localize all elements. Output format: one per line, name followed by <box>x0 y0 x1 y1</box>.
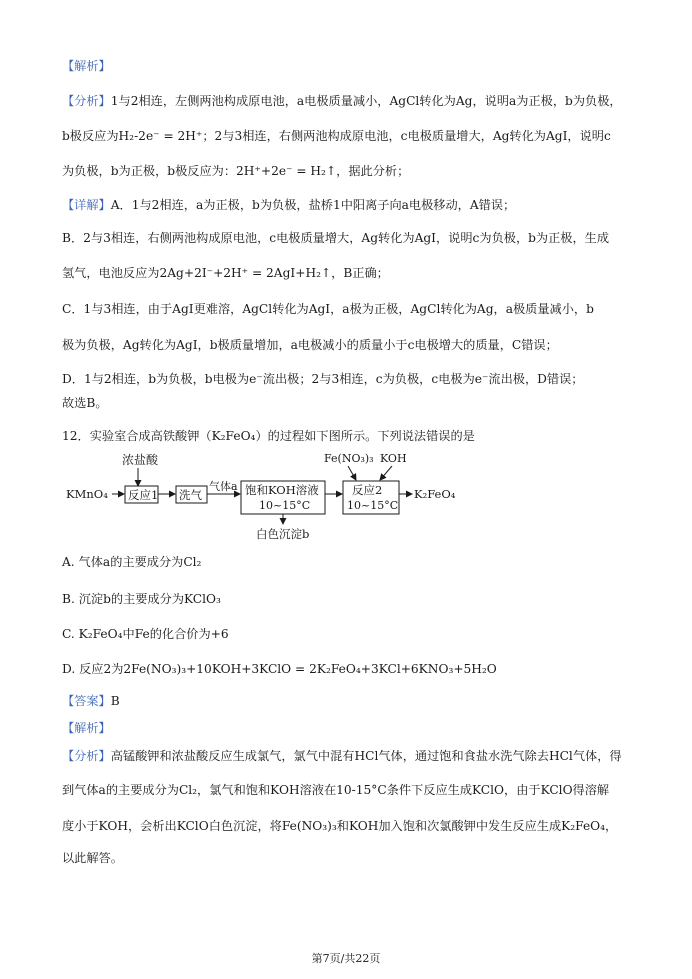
q12-fenxi-line-1 <box>62 748 622 764</box>
flow-box-reaction1-label: 反应1 <box>128 488 159 502</box>
q12-fenxi-tag: 【分析】 <box>62 749 111 763</box>
option-c: C. K₂FeO₄中Fe的化合价为+6 <box>62 627 229 641</box>
flow-conc-hcl: 浓盐酸 <box>122 453 159 467</box>
option-b: B. 沉淀b的主要成分为KClO₃ <box>62 592 221 606</box>
flow-box-wash-label: 洗气 <box>179 488 202 502</box>
fenxi-tag: 【分析】 <box>62 94 111 108</box>
xiangjie-line-c2: 极为负极，Ag转化为AgI，b极质量增加，a电极减小的质量小于c电极增大的质量，C错误； <box>62 338 558 352</box>
analysis-fenxi-line-3: 为负极，b为正极，b极反应为：2H⁺+2e⁻ = H₂↑，据此分析； <box>62 164 410 178</box>
xiangjie-line-b1: B．2与3相连，右侧两池构成原电池，c电极质量增大，Ag转化为AgI，说明c为负极，b为正极，生成 <box>62 231 610 245</box>
flow-gas-a: 气体a <box>209 480 238 493</box>
analysis-2-tag: 【解析】 <box>62 721 111 735</box>
conclusion: 故选B。 <box>62 396 108 410</box>
xiangjie-line-c1: C．1与3相连，由于AgI更难溶，AgCl转化为AgI，a极为正极，AgCl转化为Ag，a极质量减小，b <box>62 302 594 316</box>
analysis-fenxi-line-2: b极反应为H₂-2e⁻ = 2H⁺；2与3相连，右侧两池构成原电池，c电极质量增大，Ag转化为AgI，说明c <box>62 129 611 143</box>
synthesis-flow-diagram <box>62 448 482 544</box>
answer-value: B <box>110 694 120 708</box>
q12-fenxi-line-2: 到气体a的主要成分为Cl₂，氯气和饱和KOH溶液在10-15°C条件下反应生成KClO，由于KClO得溶解 <box>62 783 610 797</box>
q12-fenxi-line-4: 以此解答。 <box>62 851 123 865</box>
flow-precipitate: 白色沉淀b <box>256 527 310 541</box>
flow-start-kmno4: KMnO₄ <box>66 487 108 501</box>
xiangjie-line-a <box>62 197 515 213</box>
xiangjie-tag: 【详解】 <box>62 198 111 212</box>
q12-fenxi-line-3: 度小于KOH，会析出KClO白色沉淀，将Fe(NO₃)₃和KOH加入饱和次氯酸钾中发生反应生成K₂FeO₄， <box>62 819 618 833</box>
answer-tag: 【答案】 <box>62 694 111 708</box>
flow-product: K₂FeO₄ <box>414 487 456 501</box>
flow-reagent-koh: KOH <box>380 452 407 465</box>
option-a: A. 气体a的主要成分为Cl₂ <box>62 555 202 569</box>
page-footer: 第7页/共22页 <box>311 952 381 965</box>
flow-box-koh-line2: 10~15°C <box>259 499 311 512</box>
flow-reagent-fe: Fe(NO₃)₃ <box>324 452 374 465</box>
flow-box-reaction2-line2: 10~15°C <box>347 499 399 512</box>
xiangjie-line-b2: 氢气，电池反应为2Ag+2I⁻+2H⁺ = 2AgI+H₂↑，B正确； <box>62 266 389 280</box>
answer-line <box>62 693 120 709</box>
q12-fenxi-text-1: 高锰酸钾和浓盐酸反应生成氯气，氯气中混有HCl气体，通过饱和食盐水洗气除去HCl气体，得 <box>110 749 622 763</box>
xiangjie-text-a: A．1与2相连，a为正极，b为负极，盐桥1中阳离子向a电极移动，A错误； <box>110 198 516 212</box>
flow-arrow-fe <box>348 466 356 480</box>
option-d: D. 反应2为2Fe(NO₃)₃+10KOH+3KClO = 2K₂FeO₄+3KCl+6KNO₃+5H₂O <box>62 662 497 676</box>
flow-arrow-koh <box>380 466 392 480</box>
xiangjie-line-d: D．1与2相连，b为负极，b电极为e⁻流出极；2与3相连，c为负极，c电极为e⁻流出极，D错误； <box>62 372 584 386</box>
flow-box-reaction2-line1: 反应2 <box>352 483 383 497</box>
analysis-fenxi-line-1 <box>62 93 622 109</box>
fenxi-text-1: 1与2相连，左侧两池构成原电池，a电极质量减小，AgCl转化为Ag，说明a为正极，b为负极， <box>110 94 622 108</box>
question-12-stem: 12．实验室合成高铁酸钾（K₂FeO₄）的过程如下图所示。下列说法错误的是 <box>62 429 475 443</box>
analysis-tag: 【解析】 <box>62 59 111 73</box>
flow-box-koh-line1: 饱和KOH溶液 <box>245 483 319 497</box>
